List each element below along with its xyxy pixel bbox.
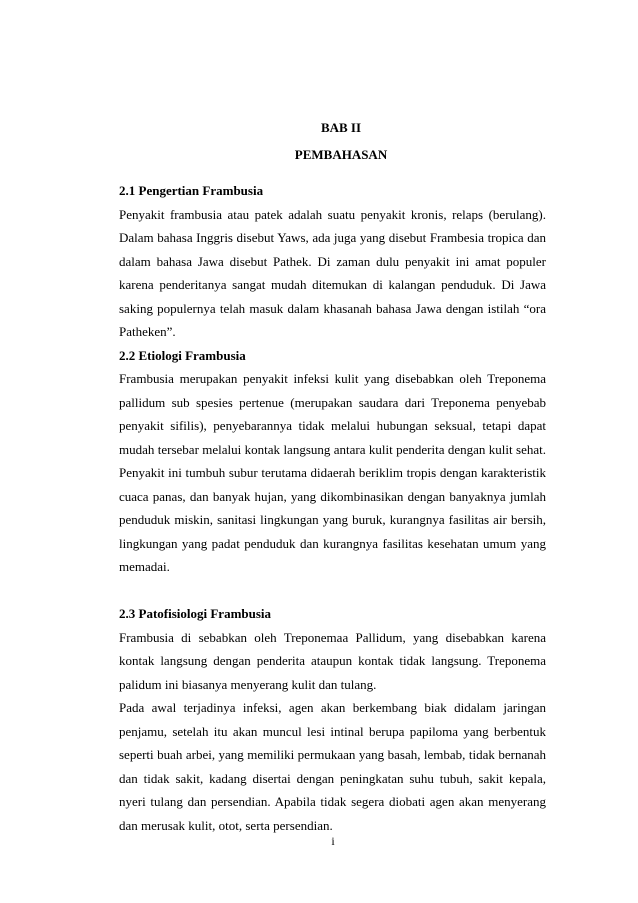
section-patofisiologi (119, 602, 546, 837)
section-heading: 2.3 Patofisiologi Frambusia (119, 606, 272, 621)
paragraph: Frambusia merupakan penyakit infeksi kulit yang disebabkan oleh Treponema pallidum sub spesies pertenue (merupakan saudara dari Treponema penyebab penyakit sifilis), penyebarannya tidak melalui hubungan seksual, tetapi dapat mudah tersebar melalui kontak langsung antara kulit penderita dengan kulit sehat. Penyakit ini tumbuh subur terutama didaerah beriklim tropis dengan karakteristik cuaca panas, dan banyak hujan, yang dikombinasikan dengan banyaknya jumlah penduduk miskin, sanitasi lingkungan yang buruk, kurangnya fasilitas air bersih, lingkungan yang padat penduduk dan kurangnya fasilitas kesehatan umum yang memadai. (119, 371, 546, 574)
section-spacer (119, 579, 546, 603)
document-body (119, 179, 546, 837)
section-etiologi (119, 344, 546, 579)
paragraph: Frambusia di sebabkan oleh Treponemaa Pallidum, yang disebabkan karena kontak langsung dengan penderita ataupun kontak tidak langsung. Treponema palidum ini biasanya menyerang kulit dan tulang. (119, 629, 546, 692)
section-heading: 2.1 Pengertian Frambusia (119, 183, 264, 198)
page-number: i (331, 834, 335, 848)
section-pengertian (119, 179, 546, 344)
chapter-title: PEMBAHASAN (294, 147, 388, 162)
section-heading: 2.2 Etiologi Frambusia (119, 347, 246, 363)
paragraph: Pada awal terjadinya infeksi, agen akan berkembang biak didalam jaringan penjamu, setelah itu akan muncul lesi intinal berupa papiloma yang berbentuk seperti buah arbei, yang memiliki permukaan yang basah, lembab, tidak bernanah dan tidak sakit, kadang disertai dengan peningkatan suhu tubuh, sakit kepala, nyeri tulang dan persendian. Apabila tidak segera diobati agen akan menyerang dan merusak kulit, otot, serta persendian. (119, 700, 546, 833)
chapter-label: BAB II (320, 120, 362, 135)
paragraph: Penyakit frambusia atau patek adalah suatu penyakit kronis, relaps (berulang). Dalam bahasa Inggris disebut Yaws, ada juga yang disebut Frambesia tropica dan dalam bahasa Jawa disebut Pathek. Di zaman dulu penyakit ini amat populer karena penderitanya sangat mudah ditemukan di kalangan penduduk. Di Jawa saking populernya telah masuk dalam khasanah bahasa Jawa dengan istilah “ora Patheken”. (119, 206, 546, 339)
